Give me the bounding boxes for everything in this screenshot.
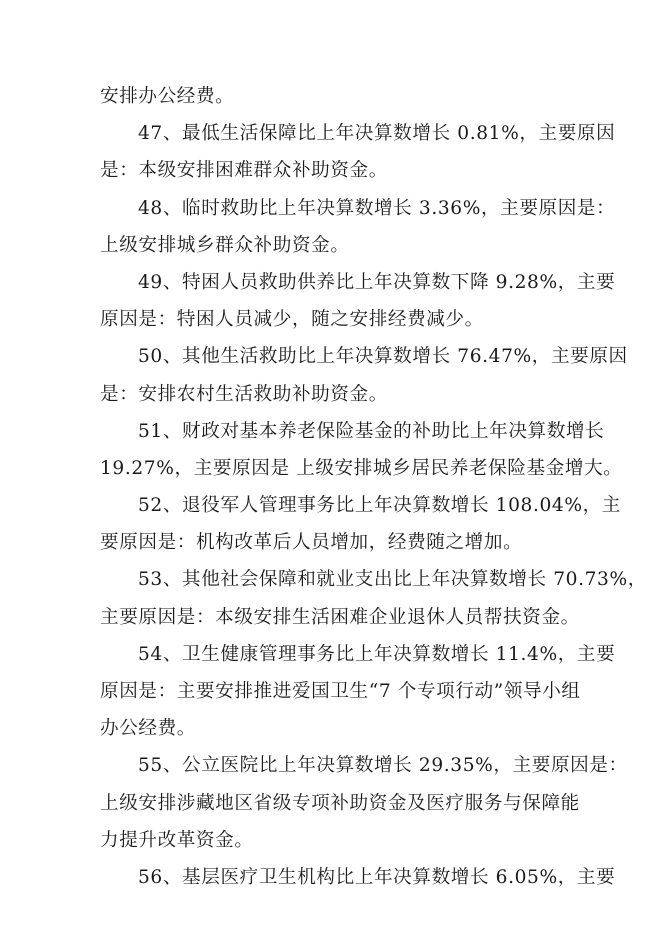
paragraph-56-line-1: 56、基层医疗卫生机构比上年决算数增长 6.05%，主要 [138, 866, 616, 888]
paragraph-50-line-1: 50、其他生活救助比上年决算数增长 76.47%，主要原因 [138, 346, 628, 368]
text-line: 安排办公经费。 [100, 86, 235, 107]
paragraph-49-line-2: 原因是：特困人员减少，随之安排经费减少。 [100, 309, 484, 331]
paragraph-54-line-3: 办公经费。 [100, 718, 196, 740]
paragraph-47-line-1: 47、最低生活保障比上年决算数增长 0.81%，主要原因 [138, 123, 616, 145]
paragraph-53-line-1: 53、其他社会保障和就业支出比上年决算数增长 70.73%， [138, 569, 647, 591]
paragraph-54-line-2: 原因是：主要安排推进爱国卫生“7 个专项行动”领导小组 [100, 681, 581, 702]
paragraph-54-line-1: 54、卫生健康管理事务比上年决算数增长 11.4%，主要 [138, 643, 616, 665]
paragraph-52-line-1: 52、退役军人管理事务比上年决算数增长 108.04%，主 [138, 495, 621, 517]
paragraph-51-line-2: 19.27%，主要原因是 上级安排城乡居民养老保险基金增大。 [100, 457, 623, 479]
paragraph-49-line-1: 49、特困人员救助供养比上年决算数下降 9.28%，主要 [138, 271, 616, 293]
paragraph-47-line-2: 是：本级安排困难群众补助资金。 [100, 160, 388, 182]
paragraph-53-line-2: 主要原因是：本级安排生活困难企业退休人员帮扶资金。 [100, 606, 580, 628]
paragraph-48-line-2: 上级安排城乡群众补助资金。 [100, 234, 350, 256]
paragraph-48-line-1: 48、临时救助比上年决算数增长 3.36%，主要原因是： [138, 197, 616, 219]
paragraph-52-line-2: 要原因是：机构改革后人员增加，经费随之增加。 [100, 532, 523, 554]
paragraph-55-line-2: 上级安排涉藏地区省级专项补助资金及医疗服务与保障能 [100, 792, 580, 814]
paragraph-55-line-3: 力提升改革资金。 [100, 829, 254, 851]
paragraph-51-line-1: 51、财政对基本养老保险基金的补助比上年决算数增长 [138, 420, 605, 442]
paragraph-50-line-2: 是：安排农村生活救助补助资金。 [100, 383, 388, 405]
paragraph-55-line-1: 55、公立医院比上年决算数增长 29.35%，主要原因是： [138, 755, 628, 777]
document-page [100, 78, 647, 896]
